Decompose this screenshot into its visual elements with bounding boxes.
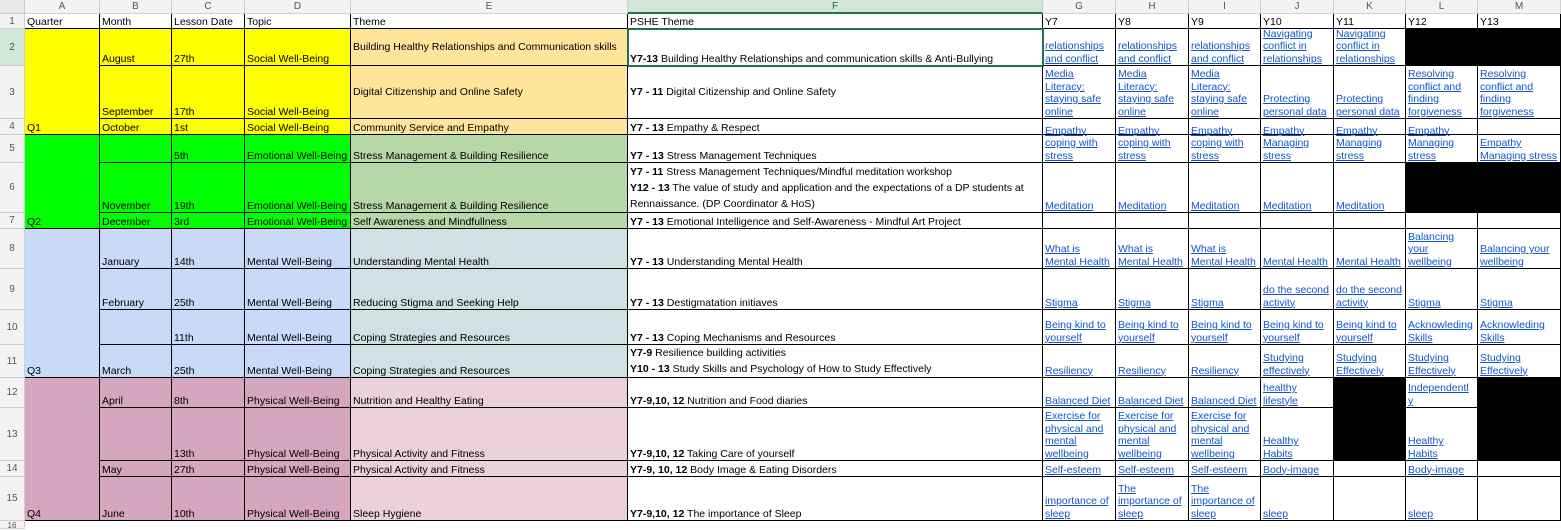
cell-d12[interactable]: Physical Well-Being <box>245 378 351 408</box>
cell-g15[interactable]: importance of sleep <box>1043 477 1116 521</box>
cell-f5[interactable] <box>628 135 1043 163</box>
cell-c9[interactable]: 25th <box>172 269 245 310</box>
pshe-range: Y7 - 13 <box>630 255 664 268</box>
cell-e9[interactable]: Reducing Stigma and Seeking Help <box>351 269 628 310</box>
cell-b14[interactable]: May <box>100 461 172 477</box>
cell-j15[interactable]: sleep <box>1261 477 1334 521</box>
cell-d13[interactable]: Physical Well-Being <box>245 408 351 461</box>
cell-m12[interactable] <box>1478 378 1561 461</box>
cell-m15[interactable] <box>1478 477 1561 521</box>
quarter-cell-q2[interactable]: Q2 <box>25 135 100 229</box>
cell-k10[interactable]: Being kind to yourself <box>1334 310 1406 345</box>
cell-g12[interactable]: Balanced Diet <box>1043 378 1116 408</box>
cell-e12[interactable]: Nutrition and Healthy Eating <box>351 378 628 408</box>
cell-b11[interactable]: March <box>100 345 172 378</box>
cell-c3[interactable]: 17th <box>172 66 245 119</box>
cell-l14[interactable]: Body-image <box>1406 461 1478 477</box>
cell-h8[interactable]: What is Mental Health <box>1116 229 1189 269</box>
cell-f8[interactable] <box>628 229 1043 269</box>
cell-f12[interactable] <box>628 378 1043 408</box>
pshe-text: Nutrition and Food diaries <box>684 394 808 407</box>
cell-f9[interactable] <box>628 269 1043 310</box>
quarter-cell-q4[interactable]: Q4 <box>25 378 100 521</box>
col-header-c[interactable]: C <box>172 0 245 14</box>
col-header-m[interactable]: M <box>1478 0 1561 14</box>
cell-i7[interactable] <box>1189 213 1261 229</box>
cell-g8[interactable]: What is Mental Health <box>1043 229 1116 269</box>
row-header-10[interactable]: 10 <box>0 310 25 345</box>
col-header-g[interactable]: G <box>1043 0 1116 14</box>
cell-m4[interactable] <box>1478 119 1561 135</box>
cell-h5[interactable]: Empathy coping with stress <box>1116 135 1189 163</box>
cell-e2[interactable]: Building Healthy Relationships and Communication skills <box>351 29 628 66</box>
pshe-text: Destigmatation initiaves <box>663 296 778 309</box>
row-header-12[interactable]: 12 <box>0 378 25 408</box>
cell-k12[interactable] <box>1334 378 1406 461</box>
header-pshe-theme[interactable]: PSHE Theme <box>628 14 1043 29</box>
cell-b2[interactable]: August <box>100 29 172 66</box>
cell-j14[interactable]: Body-image <box>1261 461 1334 477</box>
cell-i11[interactable]: Resiliency <box>1189 345 1261 378</box>
cell-i15[interactable]: The importance of sleep <box>1189 477 1261 521</box>
cell-l13[interactable]: Healthy Habits <box>1406 408 1478 461</box>
cell-e11[interactable]: Coping Strategies and Resources <box>351 345 628 378</box>
cell-h3[interactable]: Media Literacy: staying safe online <box>1116 66 1189 119</box>
row-header-3[interactable]: 3 <box>0 66 25 119</box>
col-header-f[interactable]: F <box>628 0 1043 14</box>
cell-k2[interactable]: Navigating conflict in relationships <box>1334 29 1406 66</box>
cell-f14[interactable] <box>628 461 1043 477</box>
cell-d8[interactable]: Mental Well-Being <box>245 229 351 269</box>
header-lesson-date[interactable]: Lesson Date <box>172 14 245 29</box>
pshe-range: Y7-13 <box>630 52 659 65</box>
header-y7[interactable]: Y7 <box>1043 14 1116 29</box>
cell-k14[interactable] <box>1334 461 1406 477</box>
cell-d7[interactable]: Emotional Well-Being <box>245 213 351 229</box>
cell-d14[interactable]: Physical Well-Being <box>245 461 351 477</box>
cell-b15[interactable]: June <box>100 477 172 521</box>
cell-l9[interactable]: Stigma <box>1406 269 1478 310</box>
cell-f3[interactable] <box>628 66 1043 119</box>
cell-e14[interactable]: Physical Activity and Fitness <box>351 461 628 477</box>
cell-i9[interactable]: Stigma <box>1189 269 1261 310</box>
cell-e4[interactable]: Community Service and Empathy <box>351 119 628 135</box>
row-header-2[interactable]: 2 <box>0 29 25 66</box>
cell-j5[interactable]: Empathy Managing stress <box>1261 135 1334 163</box>
pshe-text-a: Resilience building activities <box>652 347 786 359</box>
cell-c13[interactable]: 13th <box>172 408 245 461</box>
cell-i12[interactable]: Balanced Diet <box>1189 378 1261 408</box>
cell-l8[interactable]: Balancing your wellbeing <box>1406 229 1478 269</box>
cell-e6[interactable]: Stress Management & Building Resilience <box>351 163 628 213</box>
cell-m10[interactable]: Acknowleding Skills <box>1478 310 1561 345</box>
cell-f10[interactable] <box>628 310 1043 345</box>
cell-g14[interactable]: Self-esteem <box>1043 461 1116 477</box>
pshe-text: Taking Care of yourself <box>684 447 795 460</box>
cell-k11[interactable]: Studying Effectively <box>1334 345 1406 378</box>
row-header-15[interactable]: 15 <box>0 477 25 521</box>
cell-f11[interactable] <box>628 345 1043 378</box>
pshe-text: Stress Management Techniques <box>663 149 817 162</box>
header-y12[interactable]: Y12 <box>1406 14 1478 29</box>
cell-e3[interactable]: Digital Citizenship and Online Safety <box>351 66 628 119</box>
cell-h11[interactable]: Resiliency <box>1116 345 1189 378</box>
row-header-16[interactable]: 16 <box>0 521 25 529</box>
pshe-range-a: Y7 - 11 <box>630 166 664 178</box>
cell-b10[interactable] <box>100 310 172 345</box>
cell-g2[interactable]: relationships and conflict <box>1043 29 1116 66</box>
pshe-text: Emotional Intelligence and Self-Awareness - Mindful Art Project <box>663 215 961 228</box>
cell-e7[interactable]: Self Awareness and Mindfullness <box>351 213 628 229</box>
row-header-5[interactable]: 5 <box>0 135 25 163</box>
cell-i10[interactable]: Being kind to yourself <box>1189 310 1261 345</box>
cell-h13[interactable]: Exercise for physical and mental wellbeing <box>1116 408 1189 461</box>
pshe-text: Digital Citizenship and Online Safety <box>663 85 837 98</box>
cell-l12[interactable]: Independentl y <box>1406 378 1478 408</box>
row-header-13[interactable]: 13 <box>0 408 25 461</box>
cell-h12[interactable]: Balanced Diet <box>1116 378 1189 408</box>
header-y13[interactable]: Y13 <box>1478 14 1561 29</box>
cell-i5[interactable]: Empathy coping with stress <box>1189 135 1261 163</box>
cell-f7[interactable] <box>628 213 1043 229</box>
cell-l7[interactable] <box>1406 213 1478 229</box>
cell-b7[interactable]: December <box>100 213 172 229</box>
cell-l3[interactable]: Resolving conflict and finding forgiveness <box>1406 66 1478 119</box>
cell-d5[interactable]: Emotional Well-Being <box>245 135 351 163</box>
cell-e10[interactable]: Coping Strategies and Resources <box>351 310 628 345</box>
cell-d4[interactable]: Social Well-Being <box>245 119 351 135</box>
cell-g3[interactable]: Media Literacy: staying safe online <box>1043 66 1116 119</box>
cell-h6[interactable]: Meditation <box>1116 163 1189 213</box>
cell-h14[interactable]: Self-esteem <box>1116 461 1189 477</box>
pshe-range-b: Y10 - 13 <box>630 363 670 375</box>
cell-k3[interactable]: Protecting personal data <box>1334 66 1406 119</box>
cell-d9[interactable]: Mental Well-Being <box>245 269 351 310</box>
cell-c8[interactable]: 14th <box>172 229 245 269</box>
col-header-k[interactable]: K <box>1334 0 1406 14</box>
cell-h2[interactable]: relationships and conflict <box>1116 29 1189 66</box>
cell-h9[interactable]: Stigma <box>1116 269 1189 310</box>
pshe-range: Y7 - 13 <box>630 215 664 228</box>
col-header-d[interactable]: D <box>245 0 351 14</box>
pshe-range: Y7 - 13 <box>630 331 664 344</box>
pshe-range: Y7 - 13 <box>630 121 664 134</box>
col-header-a[interactable]: A <box>25 0 100 14</box>
cell-g11[interactable]: Resiliency <box>1043 345 1116 378</box>
header-y10[interactable]: Y10 <box>1261 14 1334 29</box>
col-header-h[interactable]: H <box>1116 0 1189 14</box>
cell-b8[interactable]: January <box>100 229 172 269</box>
cell-m5[interactable]: Empathy Managing stress <box>1478 135 1561 163</box>
cell-b4[interactable]: October <box>100 119 172 135</box>
cell-f6[interactable] <box>628 163 1043 213</box>
row-header-6[interactable]: 6 <box>0 163 25 213</box>
cell-j12[interactable]: healthy lifestyle <box>1261 378 1334 408</box>
cell-l10[interactable]: Acknowleding Skills <box>1406 310 1478 345</box>
cell-j7[interactable] <box>1261 213 1334 229</box>
cell-b12[interactable]: April <box>100 378 172 408</box>
cell-f4[interactable] <box>628 119 1043 135</box>
pshe-range: Y7-9,10, 12 <box>630 447 685 460</box>
pshe-text-a: Stress Management Techniques/Mindful meditation workshop <box>663 166 952 178</box>
cell-g7[interactable] <box>1043 213 1116 229</box>
row-header-4[interactable]: 4 <box>0 119 25 135</box>
header-y11[interactable]: Y11 <box>1334 14 1406 29</box>
cell-k7[interactable] <box>1334 213 1406 229</box>
cell-m6[interactable] <box>1478 163 1561 213</box>
cell-l11[interactable]: Studying Effectively <box>1406 345 1478 378</box>
cell-l2[interactable] <box>1406 29 1478 66</box>
cell-c11[interactable]: 25th <box>172 345 245 378</box>
cell-i2[interactable]: relationships and conflict <box>1189 29 1261 66</box>
cell-e15[interactable]: Sleep Hygiene <box>351 477 628 521</box>
cell-e8[interactable]: Understanding Mental Health <box>351 229 628 269</box>
cell-f13[interactable] <box>628 408 1043 461</box>
cell-m9[interactable]: Stigma <box>1478 269 1561 310</box>
cell-k9[interactable]: do the second activity <box>1334 269 1406 310</box>
pshe-text: Empathy & Respect <box>663 121 760 134</box>
cell-k5[interactable]: Empathy Managing stress <box>1334 135 1406 163</box>
cell-h7[interactable] <box>1116 213 1189 229</box>
cell-j2[interactable]: Navigating conflict in relationships <box>1261 29 1334 66</box>
cell-d10[interactable]: Mental Well-Being <box>245 310 351 345</box>
quarter-cell-q1[interactable]: Q1 <box>25 29 100 135</box>
cell-c6[interactable]: 19th <box>172 163 245 213</box>
row-header-1[interactable]: 1 <box>0 14 25 29</box>
cell-b6[interactable]: November <box>100 163 172 213</box>
cell-b5[interactable] <box>100 135 172 163</box>
cell-e13[interactable]: Physical Activity and Fitness <box>351 408 628 461</box>
cell-c4[interactable]: 1st <box>172 119 245 135</box>
cell-l5[interactable]: Empathy Managing stress <box>1406 135 1478 163</box>
cell-e5[interactable]: Stress Management & Building Resilience <box>351 135 628 163</box>
pshe-range-a: Y7-9 <box>630 347 653 359</box>
cell-d15[interactable]: Physical Well-Being <box>245 477 351 521</box>
cell-m8[interactable]: Balancing your wellbeing <box>1478 229 1561 269</box>
cell-g10[interactable]: Being kind to yourself <box>1043 310 1116 345</box>
cell-j11[interactable]: Studying effectively <box>1261 345 1334 378</box>
cell-c10[interactable]: 11th <box>172 310 245 345</box>
pshe-range: Y7 - 13 <box>630 149 664 162</box>
cell-j3[interactable]: Protecting personal data <box>1261 66 1334 119</box>
cell-j8[interactable]: Mental Health <box>1261 229 1334 269</box>
cell-m14[interactable] <box>1478 461 1561 477</box>
cell-g5[interactable]: Empathy coping with stress <box>1043 135 1116 163</box>
select-all-corner[interactable] <box>0 0 25 14</box>
cell-j9[interactable]: do the second activity <box>1261 269 1334 310</box>
cell-d6[interactable]: Emotional Well-Being <box>245 163 351 213</box>
cell-i14[interactable]: Self-esteem <box>1189 461 1261 477</box>
cell-f15[interactable] <box>628 477 1043 521</box>
pshe-range: Y7 - 11 <box>630 85 664 98</box>
cell-k8[interactable]: Mental Health <box>1334 229 1406 269</box>
row-header-9[interactable]: 9 <box>0 269 25 310</box>
header-y9[interactable]: Y9 <box>1189 14 1261 29</box>
pshe-range: Y7-9,10, 12 <box>630 394 685 407</box>
cell-k6[interactable]: Meditation <box>1334 163 1406 213</box>
pshe-text-b: Study Skills and Psychology of How to Study Effectively <box>669 363 932 375</box>
header-topic[interactable]: Topic <box>245 14 351 29</box>
pshe-text-b: The value of study and application and the expectations of a DP students at Rennaissance. (DP Coordinator & HoS) <box>630 182 1024 210</box>
quarter-cell-q3[interactable]: Q3 <box>25 229 100 378</box>
cell-c12[interactable]: 8th <box>172 378 245 408</box>
row-header-7[interactable]: 7 <box>0 213 25 229</box>
cell-i6[interactable]: Meditation <box>1189 163 1261 213</box>
cell-m3[interactable]: Resolving conflict and finding forgiveness <box>1478 66 1561 119</box>
cell-b3[interactable]: September <box>100 66 172 119</box>
cell-d2[interactable]: Social Well-Being <box>245 29 351 66</box>
cell-j13[interactable]: Healthy Habits <box>1261 408 1334 461</box>
header-month[interactable]: Month <box>100 14 172 29</box>
header-theme[interactable]: Theme <box>351 14 628 29</box>
cell-b13[interactable] <box>100 408 172 461</box>
cell-c2[interactable]: 27th <box>172 29 245 66</box>
cell-m7[interactable] <box>1478 213 1561 229</box>
cell-j6[interactable]: Meditation <box>1261 163 1334 213</box>
cell-c5[interactable]: 5th <box>172 135 245 163</box>
cell-m2[interactable] <box>1478 29 1561 66</box>
col-header-j[interactable]: J <box>1261 0 1334 14</box>
cell-k15[interactable] <box>1334 477 1406 521</box>
col-header-l[interactable]: L <box>1406 0 1478 14</box>
cell-d11[interactable]: Mental Well-Being <box>245 345 351 378</box>
pshe-range: Y7-9, 10, 12 <box>630 463 688 476</box>
pshe-range: Y7-9,10, 12 <box>630 507 685 520</box>
cell-d3[interactable]: Social Well-Being <box>245 66 351 119</box>
pshe-text: Building Healthy Relationships and communication skills & Anti-Bullying <box>658 52 994 65</box>
cell-g6[interactable]: Meditation <box>1043 163 1116 213</box>
row-header-8[interactable]: 8 <box>0 229 25 269</box>
cell-i13[interactable]: Exercise for physical and mental wellbeing <box>1189 408 1261 461</box>
pshe-text: Understanding Mental Health <box>663 255 803 268</box>
cell-h10[interactable]: Being kind to yourself <box>1116 310 1189 345</box>
col-header-i[interactable]: I <box>1189 0 1261 14</box>
cell-i3[interactable]: Media Literacy: staying safe online <box>1189 66 1261 119</box>
row-header-14[interactable]: 14 <box>0 461 25 477</box>
col-header-e[interactable]: E <box>351 0 628 14</box>
cell-i8[interactable]: What is Mental Health <box>1189 229 1261 269</box>
cell-l15[interactable]: sleep <box>1406 477 1478 521</box>
pshe-range: Y7 - 13 <box>630 296 664 309</box>
cell-g13[interactable]: Exercise for physical and mental wellbeing <box>1043 408 1116 461</box>
cell-g9[interactable]: Stigma <box>1043 269 1116 310</box>
cell-c7[interactable]: 3rd <box>172 213 245 229</box>
cell-j10[interactable]: Being kind to yourself <box>1261 310 1334 345</box>
header-quarter[interactable]: Quarter <box>25 14 100 29</box>
cell-f2[interactable] <box>628 29 1043 66</box>
pshe-text: Coping Mechanisms and Resources <box>663 331 836 344</box>
cell-l6[interactable] <box>1406 163 1478 213</box>
cell-c14[interactable]: 27th <box>172 461 245 477</box>
cell-c15[interactable]: 10th <box>172 477 245 521</box>
cell-m11[interactable]: Studying Effectively <box>1478 345 1561 378</box>
cell-h15[interactable]: The importance of sleep <box>1116 477 1189 521</box>
pshe-text: Body Image & Eating Disorders <box>687 463 837 476</box>
pshe-range-b: Y12 - 13 <box>630 182 670 194</box>
cell-b9[interactable]: February <box>100 269 172 310</box>
col-header-b[interactable]: B <box>100 0 172 14</box>
header-y8[interactable]: Y8 <box>1116 14 1189 29</box>
pshe-text: The importance of Sleep <box>684 507 802 520</box>
row-header-11[interactable]: 11 <box>0 345 25 378</box>
